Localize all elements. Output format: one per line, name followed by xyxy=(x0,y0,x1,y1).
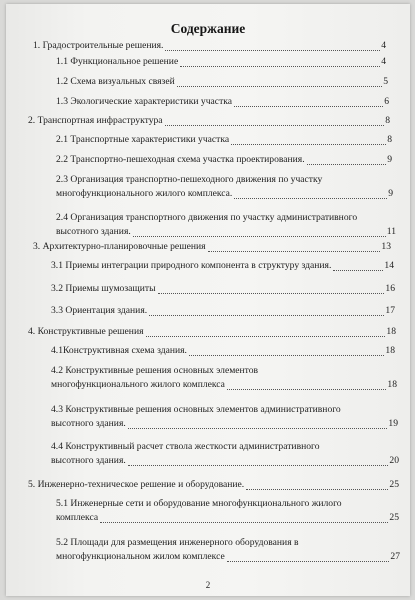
toc-entry-title: высотного здания. xyxy=(51,455,126,466)
toc-leader xyxy=(234,106,383,107)
toc-leader xyxy=(128,428,388,429)
toc-entry-title: 2. Транспортная инфраструктура xyxy=(28,115,163,126)
toc-entry-page: 20 xyxy=(389,455,399,466)
toc-entry-page: 16 xyxy=(385,283,395,294)
toc-leader xyxy=(307,164,387,165)
toc-entry-title: 2.4 Организация транспортного движения по участку административного xyxy=(56,212,358,223)
toc-entry-page: 18 xyxy=(385,345,395,356)
document-page xyxy=(6,4,410,596)
toc-entry xyxy=(6,241,410,259)
toc-entry-title: 2.2 Транспортно-пешеходная схема участка проектирования. xyxy=(56,154,305,165)
toc-leader xyxy=(100,522,388,523)
toc-entry-title: 5.1 Инженерные сети и оборудование многофункционального жилого xyxy=(56,498,342,509)
toc-leader xyxy=(180,66,380,67)
toc-entry-page: 27 xyxy=(390,551,400,562)
toc-entry-title: 3.2 Приемы шумозащиты xyxy=(51,283,156,294)
toc-entry-title: 5. Инженерно-техническое решение и оборудование. xyxy=(28,479,245,490)
toc-entry-title: 1.1 Функциональное решение xyxy=(56,56,179,67)
toc-entry xyxy=(6,115,410,133)
toc-entry xyxy=(6,96,410,114)
toc-leader xyxy=(146,336,386,337)
toc-entry-title: комплекса xyxy=(56,512,99,523)
toc-leader xyxy=(177,86,382,87)
toc-entry-title: многофункционального жилого комплекса xyxy=(51,379,225,390)
toc-entry xyxy=(6,56,410,74)
toc-entry-title: 1.3 Экологические характеристики участка xyxy=(56,96,233,107)
toc-entry-title: 1.2 Схема визуальных связей xyxy=(56,76,175,87)
toc-entry xyxy=(6,283,410,301)
toc-entry-page: 6 xyxy=(384,96,389,107)
toc-leader xyxy=(149,315,384,316)
toc-entry-title: 3.1 Приемы интеграции природного компонента в структуру здания. xyxy=(51,260,332,271)
toc-entry xyxy=(6,404,410,436)
toc-entry-page: 17 xyxy=(385,305,395,316)
toc-entry-page: 4 xyxy=(381,56,386,67)
toc-leader xyxy=(189,355,384,356)
toc-entry xyxy=(6,260,410,278)
page-number: 2 xyxy=(205,580,211,590)
toc-entry xyxy=(6,305,410,323)
toc-leader xyxy=(133,236,386,237)
toc-entry-title: 4.2 Конструктивные решения основных элементов xyxy=(51,365,259,376)
toc-entry-title: 4.4 Конструктивный расчет ствола жесткости административного xyxy=(51,441,320,452)
toc-entry-page: 18 xyxy=(386,326,396,337)
toc-entry-title: 2.3 Организация транспортно-пешеходного движения по участку xyxy=(56,174,323,185)
toc-entry-title: 1. Градостроительные решения. xyxy=(33,40,164,51)
toc-entry-page: 9 xyxy=(388,188,393,199)
toc-entry-title: 4.3 Конструктивные решения основных элементов административного xyxy=(51,404,341,415)
toc-entry-title: высотного здания. xyxy=(51,418,126,429)
toc-entry-page: 19 xyxy=(388,418,398,429)
toc-entry-page: 18 xyxy=(387,379,397,390)
toc-entry-page: 13 xyxy=(381,241,391,252)
toc-leader xyxy=(128,465,389,466)
toc-leader xyxy=(165,50,380,51)
toc-entry-title: 3.3 Ориентация здания. xyxy=(51,305,148,316)
toc-entry xyxy=(6,154,410,172)
toc-entry-page: 9 xyxy=(387,154,392,165)
toc-entry-title: 3. Архитектурно-планировочные решения xyxy=(33,241,206,252)
toc-entry xyxy=(6,76,410,94)
toc-entry xyxy=(6,174,410,206)
toc-entry-title: многофункциональном жилом комплексе xyxy=(56,551,225,562)
toc-entry xyxy=(6,365,410,397)
toc-entry-page: 8 xyxy=(387,134,392,145)
toc-entry xyxy=(6,537,410,569)
toc-entry-title: многофункционального жилого комплекса. xyxy=(56,188,233,199)
page-title: Содержание xyxy=(170,21,246,36)
toc-entry-page: 11 xyxy=(386,226,396,237)
toc-entry-page: 14 xyxy=(384,260,394,271)
toc-leader xyxy=(208,251,381,252)
toc-entry xyxy=(6,212,410,244)
toc-entry xyxy=(6,441,410,473)
toc-entry-title: 4.1Конструктивная схема здания. xyxy=(51,345,187,356)
toc-leader xyxy=(158,293,385,294)
toc-entry xyxy=(6,345,410,363)
toc-entry xyxy=(6,479,410,497)
toc-entry xyxy=(6,326,410,344)
toc-leader xyxy=(227,561,390,562)
toc-entry-page: 4 xyxy=(381,40,386,51)
toc-entry-title: 5.2 Площади для размещения инженерного оборудования в xyxy=(56,537,299,548)
toc-leader xyxy=(333,270,383,271)
toc-leader xyxy=(234,198,387,199)
toc-entry-title: высотного здания. xyxy=(56,226,131,237)
toc-entry-page: 8 xyxy=(385,115,390,126)
table-of-contents xyxy=(6,4,410,596)
toc-leader xyxy=(231,144,386,145)
toc-entry-title: 2.1 Транспортные характеристики участка xyxy=(56,134,230,145)
toc-entry-title: 4. Конструктивные решения xyxy=(28,326,144,337)
toc-entry-page: 5 xyxy=(383,76,388,87)
toc-leader xyxy=(246,489,388,490)
toc-entry-page: 25 xyxy=(389,479,399,490)
toc-entry xyxy=(6,134,410,152)
toc-entry xyxy=(6,498,410,530)
toc-entry-page: 25 xyxy=(389,512,399,523)
toc-leader xyxy=(165,125,385,126)
toc-leader xyxy=(227,389,386,390)
